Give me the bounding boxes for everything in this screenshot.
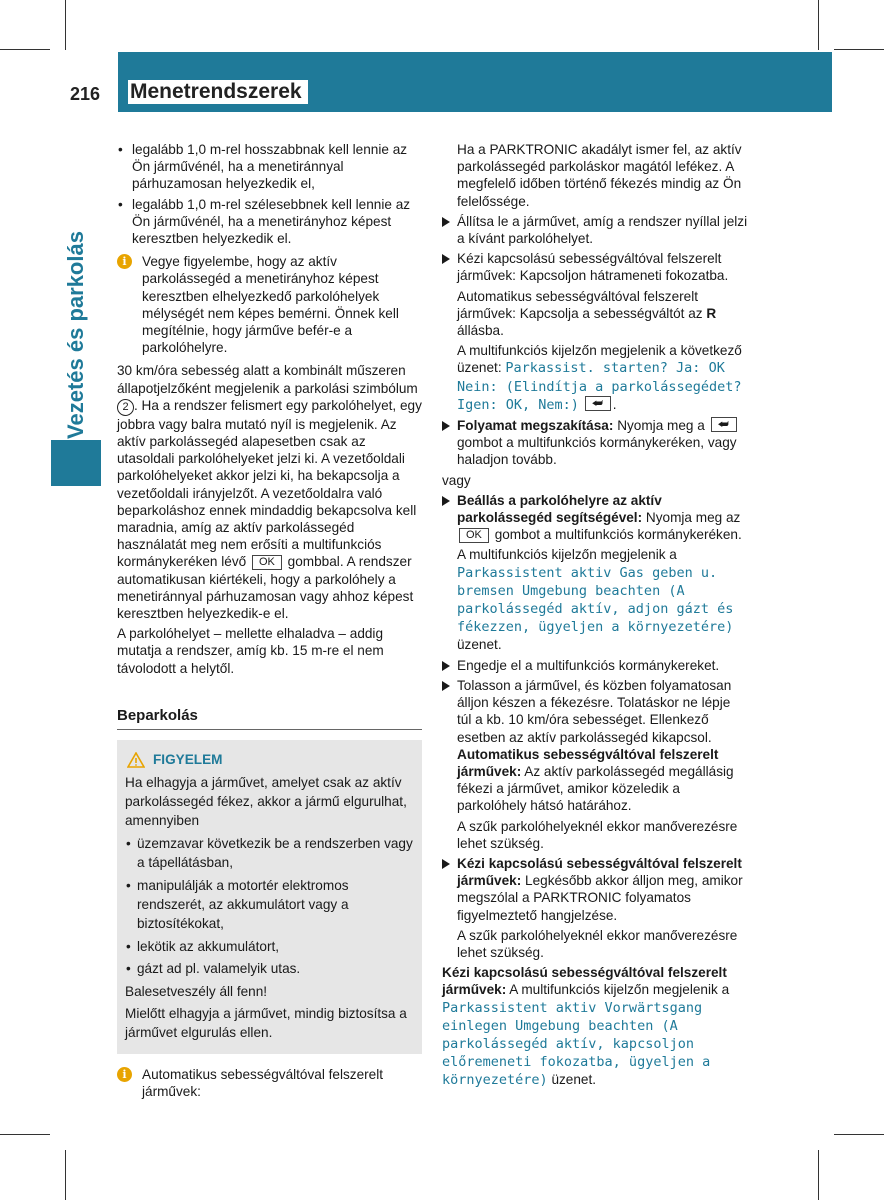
side-tab-label: Vezetés és parkolás	[63, 231, 88, 439]
step-text: Engedje el a multifunkciós kormánykereket.	[457, 657, 720, 673]
step-item	[442, 417, 748, 469]
crop-mark	[0, 1134, 50, 1135]
paragraph-text: üzenet.	[551, 1072, 597, 1088]
info-text: Vegye figyelembe, hogy az aktív parkolássegéd a menetirányhoz képest keresztben elhelyezkedő parkolóhelyek mélységét nem képes bemérni. Önnek kell megítélnie, hogy járműve befér-e a parkolóhelyre.	[142, 254, 399, 356]
crop-mark	[65, 0, 66, 50]
step-text: Nyomja meg a	[617, 418, 705, 434]
paragraph: A szűk parkolóhelyeknél ekkor manőverezésre lehet szükség.	[457, 927, 738, 960]
step-item	[442, 677, 748, 815]
paragraph	[442, 964, 748, 1089]
step-text: gombot a multifunkciós kormánykeréken, vagy haladjon tovább.	[457, 435, 737, 468]
ok-key-symbol: OK	[459, 528, 489, 543]
paragraph	[117, 362, 422, 622]
step-label: Folyamat megszakítása:	[457, 418, 614, 434]
list-item: • legalább 1,0 m-rel hosszabbnak kell lennie az Ön járművénél, ha a menetiránnyal párhuzamosan helyezkedik el,	[117, 141, 422, 193]
warning-box	[117, 740, 422, 1054]
paragraph: Ha a PARKTRONIC akadályt ismer fel, az aktív parkolássegéd parkoláskor magától lefékez. A megfelelő időben történő fékezés mindig az Ön felelőssége.	[457, 142, 742, 209]
paragraph-text: gombbal. A rendszer automatikusan kiértékeli, hogy a parkolóhely a menetiránnyal párhuzamosan vagy ahhoz képest keresztben helyezkedik-e el.	[117, 554, 414, 622]
paragraph	[442, 546, 748, 653]
arrow-icon	[442, 254, 450, 264]
info-text: Automatikus sebességváltóval felszerelt járművek:	[142, 1066, 384, 1099]
paragraph-text: Automatikus sebességváltóval felszerelt járművek: Kapcsolja a sebességváltót az	[457, 288, 703, 321]
paragraph-text: A multifunkciós kijelzőn megjelenik a	[457, 547, 677, 563]
symbol-callout: 2	[117, 399, 134, 416]
back-key-icon	[711, 417, 737, 432]
crop-mark	[65, 1150, 66, 1200]
warning-icon	[127, 752, 145, 768]
list-item: • gázt ad pl. valamelyik utas.	[125, 959, 414, 978]
crop-mark	[0, 49, 50, 50]
crop-mark	[834, 1134, 884, 1135]
step-item	[442, 250, 748, 284]
arrow-icon	[442, 661, 450, 671]
step-item	[442, 657, 748, 674]
paragraph-text: állásba.	[457, 323, 504, 339]
step-item	[442, 492, 748, 544]
paragraph-text: A multifunkciós kijelzőn megjelenik a	[509, 982, 730, 998]
list-item: • legalább 1,0 m-rel szélesebbnek kell lennie az Ön járművénél, ha a menetirányhoz képest keresztben helyezkedik el.	[117, 196, 422, 248]
warning-danger: Balesetveszély áll fenn!	[125, 983, 268, 999]
step-label: Beállás a parkolóhelyre az aktív parkolássegéd segítségével:	[457, 492, 662, 526]
info-note	[117, 1066, 422, 1100]
crop-mark	[818, 0, 819, 50]
section-heading: Beparkolás	[117, 707, 422, 730]
crop-mark	[834, 49, 884, 50]
display-message: Parkassist. starten? Ja: OK Nein: (Elindítja a parkolássegédet? Igen: OK, Nem:)	[457, 360, 742, 413]
gear-letter: R	[706, 305, 717, 321]
paragraph: A szűk parkolóhelyeknél ekkor manőverezésre lehet szükség.	[457, 818, 738, 851]
warning-advice: Mielőtt elhagyja a járművet, mindig biztosítsa a járművet elgurulás ellen.	[125, 1005, 407, 1041]
display-message: Parkassistent aktiv Gas geben u. bremsen Umgebung beachten (A parkolássegéd aktív, adjon gázt és fékezzen, ügyeljen a környezetére)	[457, 564, 734, 636]
left-column	[117, 141, 422, 1106]
page-title: Menetrendszerek	[128, 80, 308, 104]
back-key-icon	[585, 396, 611, 411]
paragraph	[442, 288, 748, 340]
crop-mark	[818, 1150, 819, 1200]
warning-title: FIGYELEM	[153, 752, 223, 768]
arrow-icon	[442, 859, 450, 869]
step-item	[442, 855, 748, 924]
warning-header	[125, 750, 414, 769]
step-text: Nyomja meg az	[645, 510, 741, 526]
arrow-icon	[442, 496, 450, 506]
step-label: Automatikus sebességváltóval felszerelt járművek:	[457, 746, 719, 779]
step-text: Állítsa le a járművet, amíg a rendszer nyíllal jelzi a kívánt parkolóhelyet.	[457, 213, 748, 247]
arrow-icon	[442, 681, 450, 691]
list-item: • üzemzavar következik be a rendszerben vagy a tápellátásban,	[125, 834, 414, 873]
step-label: Kézi kapcsolású sebességváltóval felszerelt járművek:	[457, 855, 742, 889]
step-text: gombot a multifunkciós kormánykeréken.	[494, 527, 742, 543]
arrow-icon	[442, 217, 450, 227]
paragraph-label: Kézi kapcsolású sebességváltóval felszerelt járművek:	[442, 965, 727, 998]
info-icon: i	[117, 1067, 132, 1082]
step-text: Kézi kapcsolású sebességváltóval felszerelt járművek: Kapcsoljon hátrameneti fokozatba.	[457, 251, 729, 284]
step-text: Az aktív parkolássegéd megállásig fékezi a járművet, amikor közeledik a parkolóhely hátsó határához.	[457, 763, 734, 814]
info-note	[117, 253, 422, 356]
step-text: Tolasson a járművel, és közben folyamatosan álljon készen a fékezésre. Tolatáskor ne lépje túl a kb. 10 km/óra sebességet. Ellenkező esetben az aktív parkolássegéd kikapcsol.	[457, 677, 732, 745]
paragraph-text: 30 km/óra sebesség alatt a kombinált műszeren állapotjelzőként megjelenik a parkolási szimbólum	[117, 363, 418, 396]
paragraph-text: .	[612, 396, 617, 412]
right-column	[442, 141, 748, 1093]
step-item	[442, 213, 748, 247]
warning-intro: Ha elhagyja a járművet, amelyet csak az aktív parkolássegéd fékez, akkor a jármű elgurulhat, amennyiben	[125, 774, 407, 829]
paragraph-text: A multifunkciós kijelzőn megjelenik a következő üzenet:	[457, 343, 742, 376]
arrow-icon	[442, 421, 450, 431]
side-tab-block	[51, 440, 101, 486]
or-text: vagy	[442, 472, 471, 488]
ok-key-symbol: OK	[252, 555, 282, 570]
list-item: • lekötik az akkumulátort,	[125, 937, 414, 956]
paragraph: A parkolóhelyet – mellette elhaladva – addig mutatja a rendszer, amíg kb. 15 m-re el nem távolodott a helytől.	[117, 626, 384, 676]
page-number: 216	[70, 84, 101, 104]
info-icon: i	[117, 254, 132, 269]
paragraph-text: . Ha a rendszer felismert egy parkolóhelyet, egy jobbra vagy balra mutató nyíl is megjelenik. Az aktív parkolássegéd alapesetben csak az utasoldali parkolóhelyeket jelzi ki. A vezetőoldali parkolóhelyeket akkor jelzi ki, ha bekapcsolja a vezetőoldali irányjelzőt. A vezetőoldalra való beparkoláshoz ennek mindaddig bekapcsolva kell maradnia, amíg az aktív parkolássegéd használatát meg nem erősíti a multifunkciós kormánykeréken lévő	[117, 397, 422, 570]
paragraph-text: üzenet.	[457, 637, 502, 653]
paragraph	[442, 342, 748, 414]
display-message: Parkassistent aktiv Vorwärtsgang einlegen Umgebung beachten (A parkolássegéd aktív, kapcsoljon előremeneti fokozatba, ügyeljen a környezetére)	[442, 999, 711, 1089]
step-text: Legkésőbb akkor álljon meg, amikor megszólal a PARKTRONIC folyamatos figyelmeztető hangjelzése.	[457, 873, 743, 923]
list-item: • manipulálják a motortér elektromos rendszerét, az akkumulátort vagy a biztosítékokat,	[125, 876, 414, 934]
